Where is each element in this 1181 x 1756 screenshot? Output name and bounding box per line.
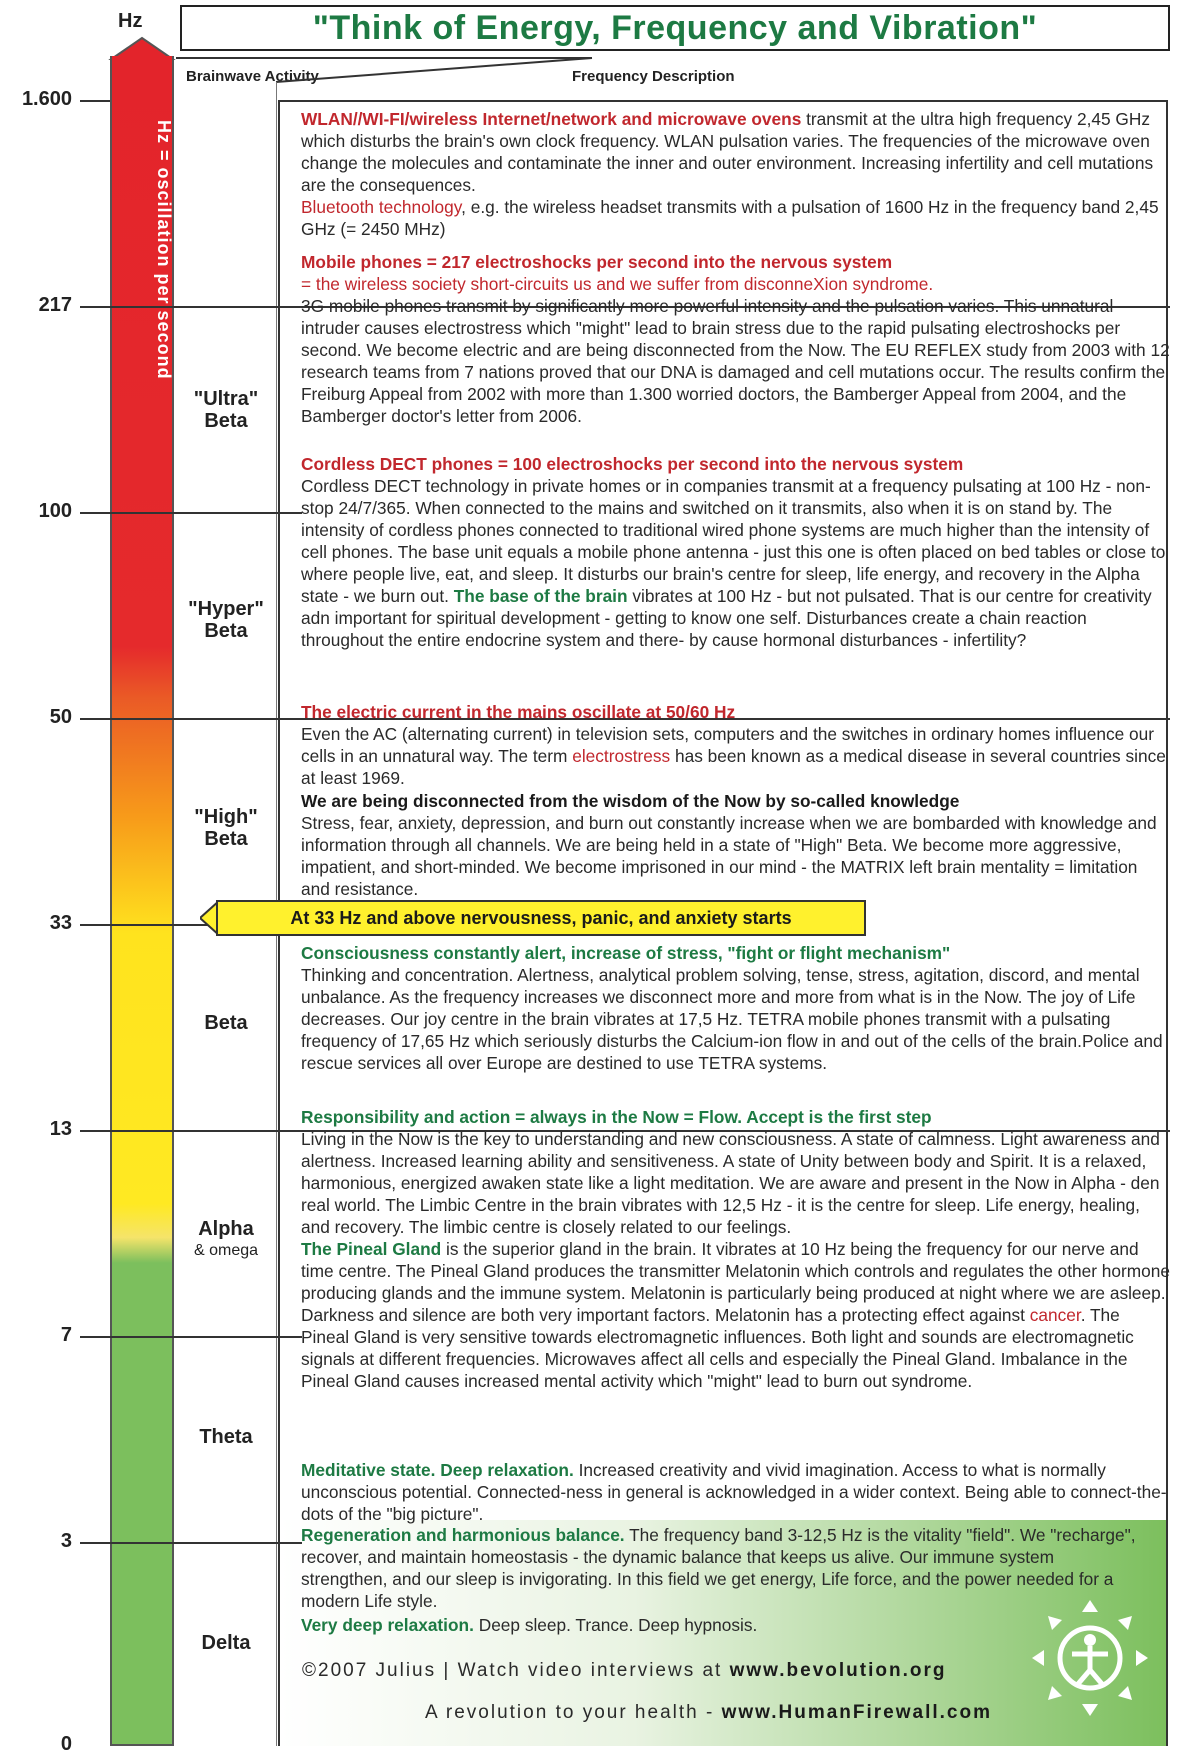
footer-tagline: A revolution to your health - xyxy=(425,1702,722,1723)
tick-label: 1.600 xyxy=(21,88,72,110)
wave-hyper-beta: "Hyper" Beta xyxy=(188,598,264,642)
theta-body: Increased creativity and vivid imagination. Access to what is normally unconscious potential. Connected-ness in general is acknowledged in a wider context. Being able to connect-the-dots of the "big picture". xyxy=(301,1460,1167,1524)
wave-high-beta: "High" Beta xyxy=(194,806,258,850)
alpha-heading: Responsibility and action = always in the Now = Flow. Accept is the first step xyxy=(301,1107,932,1127)
separator-line xyxy=(80,100,110,102)
alpha-body: Living in the Now is the key to understanding and new consciousness. A state of calmness. Light awareness and alertness. Increased learning ability and sensitiveness. A state of Unity between body and Spirit. It is a relaxed, harmonious, energized awaken state like a light meditation. We are aware and present in the Now in Alpha - den real world. The Limbic Centre in the brain vibrates with 12,5 Hz - it is the centre for sleep. Life energy, healing, and recovery. The limbic centre is closely related to our feelings. xyxy=(301,1129,1160,1237)
pineal-cancer: cancer xyxy=(1029,1305,1081,1325)
section-beta xyxy=(301,942,1171,1074)
mains-electrostress: electrostress xyxy=(572,746,671,766)
section-mains xyxy=(301,701,1171,789)
separator-line xyxy=(80,1336,302,1338)
section-disconnected xyxy=(301,790,1171,900)
separator-line xyxy=(80,1542,302,1544)
tick-label: 100 xyxy=(38,500,72,522)
separator-line xyxy=(80,924,214,926)
separator-line xyxy=(80,512,302,514)
wave-beta: Beta xyxy=(204,1012,248,1034)
bar-caption: Hz = oscillation per second xyxy=(154,120,174,380)
footer-bevolution-link[interactable]: www.bevolution.org xyxy=(729,1660,947,1681)
footer-humanfirewall-link[interactable]: www.HumanFirewall.com xyxy=(721,1702,992,1723)
tick-label: 3 xyxy=(60,1530,72,1552)
tick-label: 0 xyxy=(60,1733,72,1755)
footer-line-2 xyxy=(425,1702,992,1724)
wlan-body: transmit at the ultra high frequency 2,45 GHz which disturbs the brain's own clock frequency. WLAN pulsation varies. The frequencies of the microwave oven change the molecules and contaminate the inner and outer environment. Increasing infertility and cell mutations are the consequences. xyxy=(301,109,1154,195)
tick-label: 217 xyxy=(38,294,72,316)
tick-1600 xyxy=(0,88,230,108)
wave-alpha xyxy=(176,1218,276,1262)
tick-33 xyxy=(0,912,230,932)
wave-ultra-beta: "Ultra" Beta xyxy=(193,388,259,432)
delta-body: Deep sleep. Trance. Deep hypnosis. xyxy=(473,1615,758,1635)
wave-alpha-sub: & omega xyxy=(193,1242,259,1259)
tick-label: 13 xyxy=(49,1118,72,1140)
footer-copyright: ©2007 Julius | Watch video interviews at xyxy=(302,1660,730,1681)
disconnected-heading: We are being disconnected from the wisdom of the Now by so-called knowledge xyxy=(301,791,960,811)
section-alpha xyxy=(301,1106,1171,1392)
axis-unit-label: Hz xyxy=(118,10,143,32)
column-header-brainwave: Brainwave Activity xyxy=(186,68,319,85)
disconnected-body: Stress, fear, anxiety, depression, and burn out constantly increase when we are bombarded with knowledge and information through all channels. We are being held in a state of "High" Beta. We become more aggressive, impatient, and short-minded. We become imprisoned in our mind - the MATRIX left brain mentality = limitation and resistance. xyxy=(301,813,1157,899)
wave-alpha-label: Alpha xyxy=(198,1218,254,1240)
section-wlan xyxy=(301,108,1171,240)
mains-body: Even the AC (alternating current) in television sets, computers and the switches in ordinary homes influence our cells in an unnatural way. The term xyxy=(301,724,1154,766)
dect-brain-base: The base of the brain xyxy=(453,586,628,606)
tick-7 xyxy=(0,1324,230,1344)
tick-217 xyxy=(0,294,230,314)
footer-line-1 xyxy=(302,1660,946,1682)
tick-50 xyxy=(0,706,230,726)
page-title: "Think of Energy, Frequency and Vibration" xyxy=(180,5,1170,51)
dect-body-2: vibrates at 100 Hz - but not pulsated. That is our centre for creativity adn important for spiritual development - getting to know one self. Disturbances create a chain reaction throughout the entire endocrine system and there- by cause hormonal disturbances - infertility? xyxy=(301,586,1152,650)
section-theta xyxy=(301,1459,1171,1525)
mobile-body: 3G mobile phones transmit by significantly more powerful intensity and the pulsation varies. This unnatural intruder causes electrostress which "might" lead to brain stress due to the rapid pulsating electroshocks per second. We become electric and are being disconnected from the Now. The EU REFLEX study from 2003 with 12 research teams from 7 nations proved that our DNA is damaged and cell mutations occur. The results confirm the Freiburg Appeal from 2002 with more than 1.300 worried doctors, the Bamberger Appeal from 2004, and the Bamberger doctor's letter from 2006. xyxy=(301,296,1170,426)
beta-body: Thinking and concentration. Alertness, analytical problem solving, tense, stress, agitation, discord, and mental unbalance. As the frequency increases we disconnect more and more from what is in the Now. The joy of Life decreases. Our joy centre in the brain vibrates at 17,5 Hz. TETRA mobile phones transmit with a pulsating frequency of 17,65 Hz which seriously disturbs the Calcium-ion flow in and out of the cells of the brain.Police and rescue services all over Europe are destined to use TETRA systems. xyxy=(301,965,1163,1073)
mobile-subheading: = the wireless society short-circuits us and we suffer from disconneXion syndrome. xyxy=(301,274,934,294)
dect-body: Cordless DECT technology in private homes or in companies transmit at a frequency pulsating at 100 Hz - non-stop 24/7/365. When connected to the mains and switched on it transmits, also when it is on stand by. The intensity of cordless phones connected to traditional wired phone systems are much higher than the intensity of cell phones. The base unit equals a mobile phone antenna - just this one is often placed on bed tables or close to where people live, eat, and sleep. It disturbs our brain's centre for sleep, life energy, and recovery in the Alpha state - we burn out. xyxy=(301,476,1166,606)
section-regeneration xyxy=(301,1524,1141,1612)
human-firewall-logo-icon xyxy=(1030,1598,1150,1718)
tick-100 xyxy=(0,500,230,520)
tick-label: 50 xyxy=(49,706,72,728)
delta-heading: Very deep relaxation. xyxy=(301,1615,474,1635)
dect-heading: Cordless DECT phones = 100 electroshocks per second into the nervous system xyxy=(301,454,964,474)
tick-0 xyxy=(0,1733,230,1753)
mobile-heading: Mobile phones = 217 electroshocks per second into the nervous system xyxy=(301,252,893,272)
theta-heading: Meditative state. Deep relaxation. xyxy=(301,1460,574,1480)
pineal-body: is the superior gland in the brain. It vibrates at 10 Hz being the frequency for our nerve and time centre. The Pineal Gland produces the transmitter Melatonin which controls and regulates the other hormone producing glands and the immune system. Melatonin is particularly being produced at night where we are asleep. Darkness and silence are both very important factors. Melatonin has a protecting effect against xyxy=(301,1239,1171,1325)
pineal-body-2: . The Pineal Gland is very sensitive towards electromagnetic influences. Both light and sounds are electromagnetic signals at different frequencies. Microwaves affect all cells and especially the Pineal Gland. Imbalance in the Pineal Gland causes increased mental activity which "might" lead to burn out syndrome. xyxy=(301,1305,1134,1391)
wlan-heading: WLAN//WI-FI/wireless Internet/network and microwave ovens xyxy=(301,109,802,129)
wave-delta: Delta xyxy=(201,1632,251,1654)
wave-theta: Theta xyxy=(199,1426,253,1448)
beta-heading: Consciousness constantly alert, increase of stress, "fight or flight mechanism" xyxy=(301,943,951,963)
pineal-heading: The Pineal Gland xyxy=(301,1239,442,1259)
section-dect xyxy=(301,453,1171,651)
regen-body: The frequency band 3-12,5 Hz is the vitality "field". We "recharge", recover, and maintain homeostasis - the dynamic balance that keeps us alive. Our immune system strengthen, and our sleep is invigorating. In this field we get energy, Life force, and the power needed for a modern Life style. xyxy=(301,1525,1136,1611)
tick-label: 33 xyxy=(49,912,72,934)
mains-heading: The electric current in the mains oscillate at 50/60 Hz xyxy=(301,702,736,722)
alert-banner-33hz: At 33 Hz and above nervousness, panic, and anxiety starts xyxy=(216,900,866,936)
bluetooth-heading: Bluetooth technology xyxy=(301,197,462,217)
column-header-frequency: Frequency Description xyxy=(572,68,735,85)
section-mobile xyxy=(301,251,1171,427)
tick-13 xyxy=(0,1118,230,1138)
mains-body-2: has been known as a medical disease in several countries since at least 1969. xyxy=(301,746,1166,788)
bluetooth-body: , e.g. the wireless headset transmits with a pulsation of 1600 Hz in the frequency band 2,45 GHz (= 2450 MHz) xyxy=(301,197,1159,239)
tick-3 xyxy=(0,1530,230,1550)
tick-label: 7 xyxy=(60,1324,72,1346)
regen-heading: Regeneration and harmonious balance. xyxy=(301,1525,625,1545)
